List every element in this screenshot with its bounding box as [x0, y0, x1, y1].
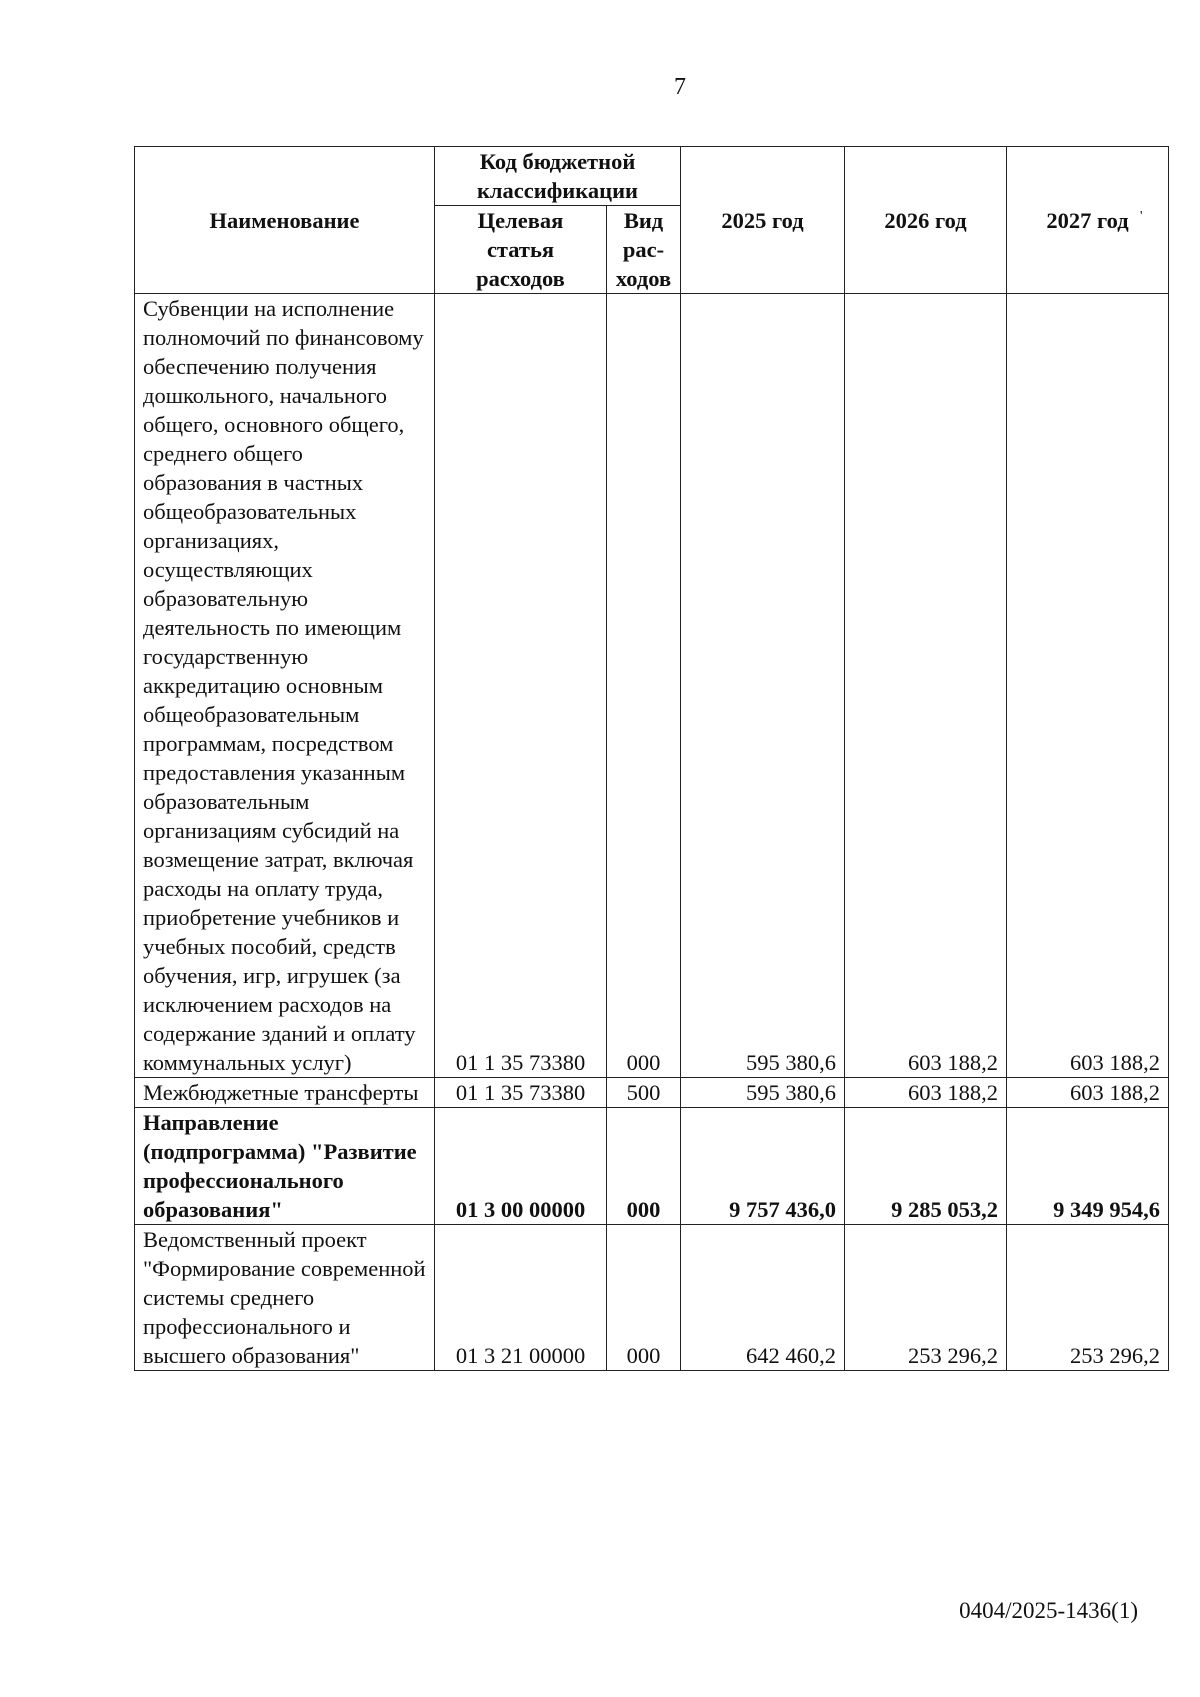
row-value-2027: 253 296,2	[1007, 1225, 1169, 1371]
row-target-code: 01 3 00 00000	[435, 1108, 607, 1225]
row-name: Ведомственный проект "Формирование современной системы среднего профессионального и высшего образования"	[135, 1225, 435, 1371]
header-name: Наименование	[135, 147, 435, 294]
budget-table	[134, 146, 1169, 1371]
table-row	[135, 1225, 1169, 1371]
row-target-code: 01 1 35 73380	[435, 1078, 607, 1108]
header-code-group: Код бюджетной классификации	[435, 147, 681, 206]
row-expense-type: 000	[607, 294, 681, 1078]
row-expense-type: 500	[607, 1078, 681, 1108]
row-value-2027: 603 188,2	[1007, 1078, 1169, 1108]
row-name: Субвенции на исполнение полномочий по финансовому обеспечению получения дошкольного, начального общего, основного общего, среднего общего образования в частных общеобразовательных организациях, осуществляющих образовательную деятельность по имеющим государственную аккредитацию основным общеобразовательным программам, посредством предоставления указанным образовательным организациям субсидий на возмещение затрат, включая расходы на оплату труда, приобретение учебников и учебных пособий, средств обучения, игр, игрушек (за исключением расходов на содержание зданий и оплату коммунальных услуг)	[135, 294, 435, 1078]
row-value-2026: 603 188,2	[845, 294, 1007, 1078]
row-value-2025: 9 757 436,0	[681, 1108, 845, 1225]
header-target-article: Целевая статья расходов	[435, 206, 607, 294]
row-value-2025: 642 460,2	[681, 1225, 845, 1371]
row-target-code: 01 1 35 73380	[435, 294, 607, 1078]
row-value-2026: 603 188,2	[845, 1078, 1007, 1108]
table-row-subprogram	[135, 1108, 1169, 1225]
row-value-2027: 9 349 954,6	[1007, 1108, 1169, 1225]
row-target-code: 01 3 21 00000	[435, 1225, 607, 1371]
header-2027: 2027 год	[1007, 147, 1169, 294]
header-2026: 2026 год	[845, 147, 1007, 294]
row-value-2027: 603 188,2	[1007, 294, 1169, 1078]
row-value-2026: 9 285 053,2	[845, 1108, 1007, 1225]
row-name: Межбюджетные трансферты	[135, 1078, 435, 1108]
row-expense-type: 000	[607, 1108, 681, 1225]
header-expense-type: Вид рас-ходов	[607, 206, 681, 294]
row-value-2025: 595 380,6	[681, 1078, 845, 1108]
stray-mark: '	[1140, 209, 1143, 224]
document-registration-code: 0404/2025-1436(1)	[959, 1598, 1138, 1623]
row-expense-type: 000	[607, 1225, 681, 1371]
row-name: Направление (подпрограмма) "Развитие профессионального образования"	[135, 1108, 435, 1225]
table-row	[135, 294, 1169, 1078]
row-value-2025: 595 380,6	[681, 294, 845, 1078]
header-2025: 2025 год	[681, 147, 845, 294]
page-number: 7	[674, 74, 686, 100]
header-row-top	[135, 147, 1169, 206]
table-row	[135, 1078, 1169, 1108]
row-value-2026: 253 296,2	[845, 1225, 1007, 1371]
